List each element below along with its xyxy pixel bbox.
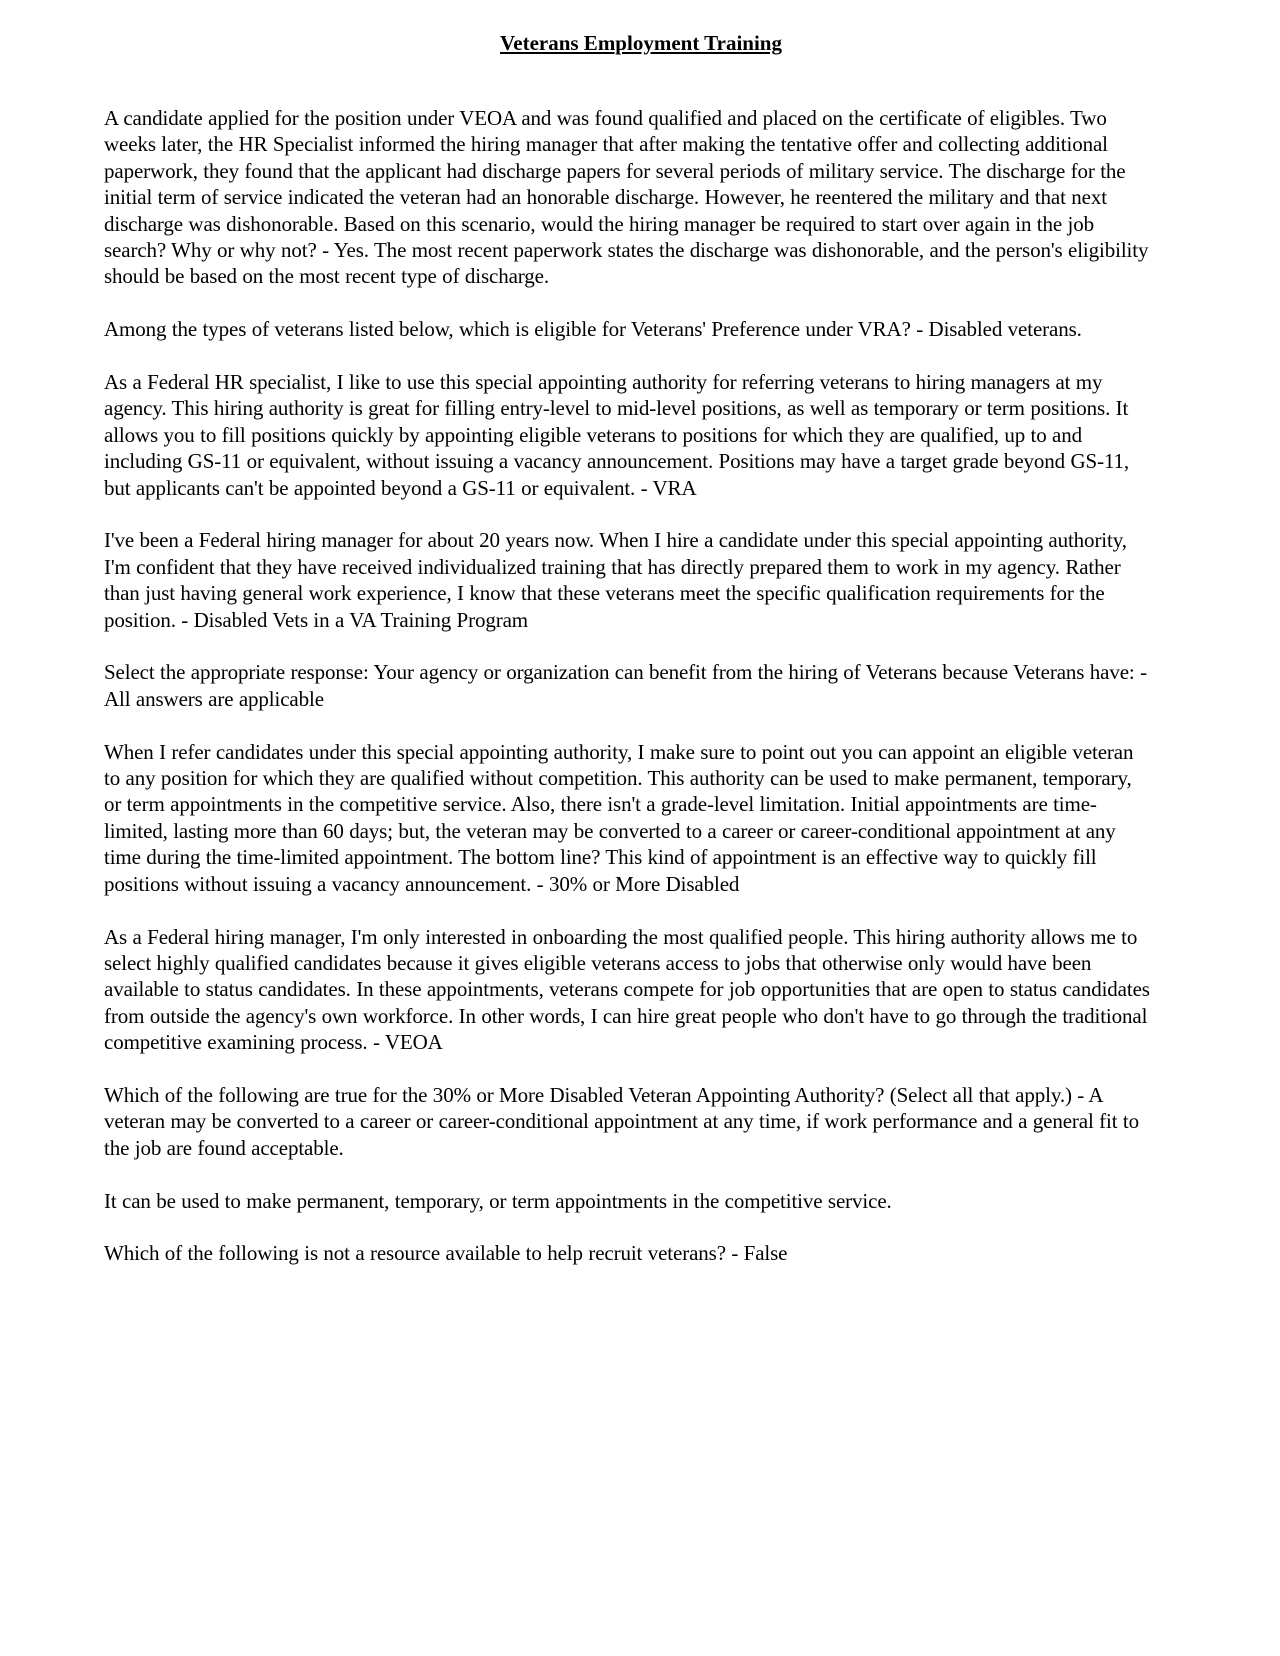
qa-entry-9: It can be used to make permanent, temporary, or term appointments in the competitive service. — [104, 1188, 892, 1213]
qa-entry-6: When I refer candidates under this special appointing authority, I make sure to point out you can appoint an eligible veteran to any position for which they are qualified without competition. This authority can be used to make permanent, temporary, or term appointments in the competitive service. Also, there isn't a grade-level limitation. Initial appointments are time-limited, lasting more than 60 days; but, the veteran may be converted to a career or career-conditional appointment at any time during the time-limited appointment. The bottom line? This kind of appointment is an effective way to quickly fill positions without issuing a vacancy announcement. - 30% or More Disabled — [104, 739, 1134, 896]
qa-entry-3: As a Federal HR specialist, I like to use this special appointing authority for referring veterans to hiring managers at my agency. This hiring authority is great for filling entry-level to mid-level positions, as well as temporary or term positions. It allows you to fill positions quickly by appointing eligible veterans to positions for which they are qualified, up to and including GS-11 or equivalent, without issuing a vacancy announcement. Positions may have a target grade beyond GS-11, but applicants can't be appointed beyond a GS-11 or equivalent. - VRA — [104, 370, 1130, 500]
qa-entry-2: Among the types of veterans listed below, which is eligible for Veterans' Preference under VRA? - Disabled veterans. — [104, 317, 1082, 342]
qa-entry-4: I've been a Federal hiring manager for about 20 years now. When I hire a candidate under this special appointing authority, I'm confident that they have received individualized training that has directly prepared them to work in my agency. Rather than just having general work experience, I know that these veterans meet the specific qualification requirements for the position. - Disabled Vets in a VA Training Program — [104, 528, 1127, 632]
qa-entry-5: Select the appropriate response: Your agency or organization can benefit from the hiring of Veterans because Veterans have: - All answers are applicable — [104, 660, 1147, 711]
document-title: Veterans Employment Training — [500, 31, 782, 55]
qa-entry-8: Which of the following are true for the 30% or More Disabled Veteran Appointing Authority? (Select all that apply.) - A veteran may be converted to a career or career-conditional appointment at any time, if work performance and a general fit to the job are found acceptable. — [104, 1082, 1139, 1160]
qa-entry-7: As a Federal hiring manager, I'm only interested in onboarding the most qualified people. This hiring authority allows me to select highly qualified candidates because it gives eligible veterans access to jobs that otherwise only would have been available to status candidates. In these appointments, veterans compete for job opportunities that are open to status candidates from outside the agency's own workforce. In other words, I can hire great people who don't have to go through the traditional competitive examining process. - VEOA — [104, 924, 1150, 1055]
qa-entry-10: Which of the following is not a resource available to help recruit veterans? - False — [104, 1241, 788, 1266]
qa-entry-1: A candidate applied for the position under VEOA and was found qualified and placed on the certificate of eligibles. Two weeks later, the HR Specialist informed the hiring manager that after making the tentative offer and collecting additional paperwork, they found that the applicant had discharge papers for several periods of military service. The discharge for the initial term of service indicated the veteran had an honorable discharge. However, he reentered the military and that next discharge was dishonorable. Based on this scenario, would the hiring manager be required to start over again in the job search? Why or why not? - Yes. The most recent paperwork states the discharge was dishonorable, and the person's eligibility should be based on the most recent type of discharge. — [104, 106, 1149, 289]
qa-entries — [104, 105, 1152, 1267]
